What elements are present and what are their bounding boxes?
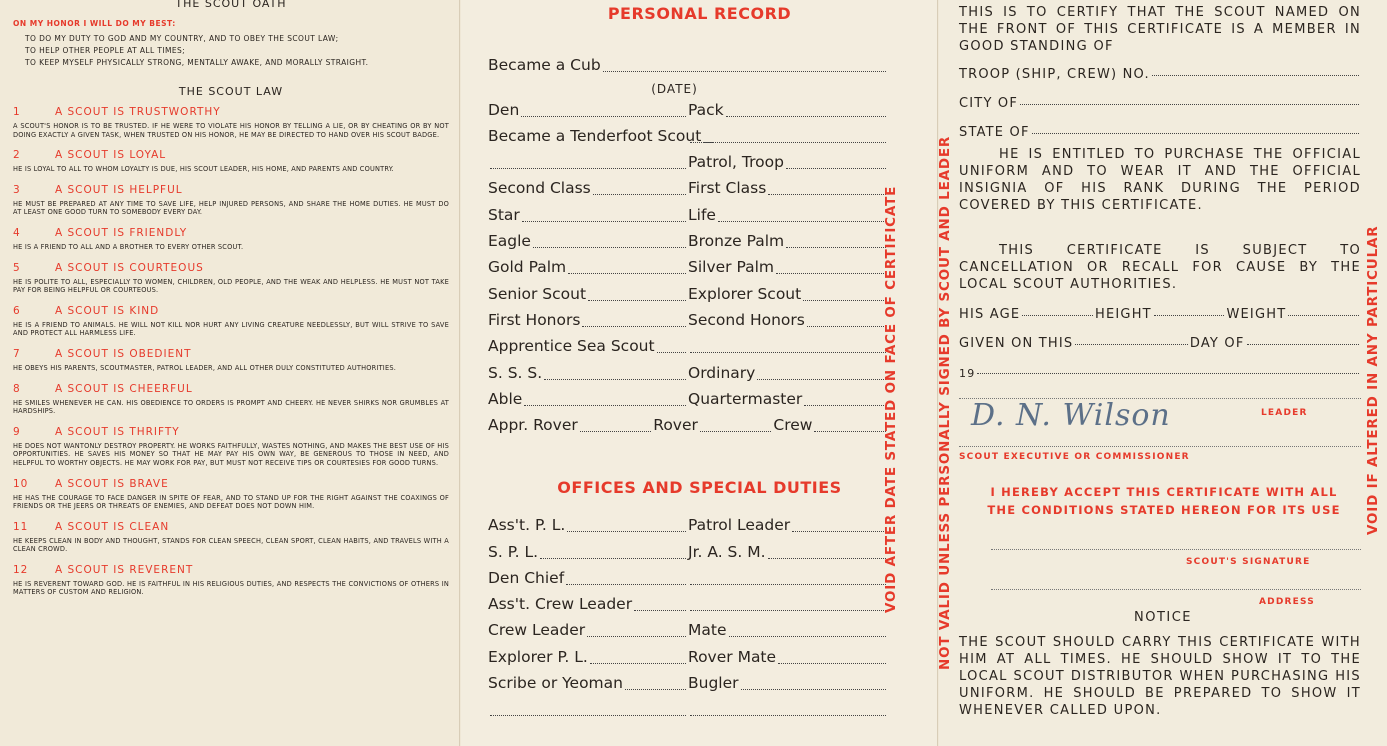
law-text: HE IS A FRIEND TO ANIMALS. HE WILL NOT KILL NOR HURT ANY LIVING CREATURE NEEDLESSLY, BUT WILL STRIVE TO SAVE AND PROTECT ALL HARMLESS LIFE. <box>13 320 449 338</box>
oath-line: TO DO MY DUTY TO GOD AND MY COUNTRY, AND TO OBEY THE SCOUT LAW; <box>25 34 339 43</box>
oath-lines <box>13 33 449 69</box>
record-fill-line[interactable] <box>814 431 886 432</box>
law-heading <box>13 474 449 494</box>
record-fill-line[interactable] <box>544 379 686 380</box>
accept-text: I HEREBY ACCEPT THIS CERTIFICATE WITH ALL THE CONDITIONS STATED HEREON FOR ITS USE <box>987 485 1341 517</box>
record-cell <box>688 644 888 670</box>
record-fill-line[interactable] <box>593 194 686 195</box>
record-cell <box>488 281 688 307</box>
record-label: Senior Scout <box>488 284 587 303</box>
record-fill-line[interactable] <box>580 431 652 432</box>
law-text: HE KEEPS CLEAN IN BODY AND THOUGHT, STANDS FOR CLEAN SPEECH, CLEAN SPORT, CLEAN HABITS, AND TRAVELS WITH A CLEAN CROWD. <box>13 536 449 554</box>
law-text: HE IS LOYAL TO ALL TO WHOM LOYALTY IS DUE, HIS SCOUT LEADER, HIS HOME, AND PARENTS AND COUNTRY. <box>13 165 394 174</box>
law-number: 1 <box>13 106 21 118</box>
record-row <box>488 643 888 669</box>
record-fill-line[interactable] <box>757 379 886 380</box>
law-text: HE OBEYS HIS PARENTS, SCOUTMASTER, PATROL LEADER, AND ALL OTHER DULY CONSTITUTED AUTHORITIES. <box>13 363 396 372</box>
law-heading <box>13 180 449 200</box>
record-row <box>488 254 888 280</box>
law-heading-text: A SCOUT IS COURTEOUS <box>55 261 204 274</box>
day-of-line[interactable] <box>1247 344 1359 345</box>
law-number: 5 <box>13 261 21 274</box>
record-row <box>488 280 888 306</box>
record-fill-line[interactable] <box>690 142 886 143</box>
law-text: HE IS POLITE TO ALL, ESPECIALLY TO WOMEN, CHILDREN, OLD PEOPLE, AND THE WEAK AND HELPLESS. HE MUST NOT TAKE PAY FOR BEING HELPFUL OR COURTEOUS. <box>13 277 449 295</box>
law-item <box>13 422 449 468</box>
record-cell <box>488 539 688 565</box>
void-date-strip <box>881 110 921 620</box>
record-cell <box>688 670 888 696</box>
record-fill-line[interactable] <box>786 247 886 248</box>
record-row <box>488 538 888 564</box>
age-height-weight-field <box>959 302 1361 322</box>
record-label: Star <box>488 205 520 224</box>
record-label: Scribe or Yeoman <box>488 674 623 693</box>
record-fill-line[interactable] <box>690 715 886 716</box>
weight-label: WEIGHT <box>1226 307 1287 322</box>
record-fill-line[interactable] <box>690 352 886 353</box>
law-list <box>13 102 449 597</box>
record-label: Crew <box>773 416 813 435</box>
personal-record-panel <box>461 0 938 746</box>
record-label: Gold Palm <box>488 258 567 277</box>
city-field <box>959 91 1361 111</box>
record-label: Second Honors <box>688 310 805 329</box>
law-text: HE SMILES WHENEVER HE CAN. HIS OBEDIENCE TO ORDERS IS PROMPT AND CHEERY. HE NEVER SHIRKS NOR GRUMBLES AT HARDSHIPS. <box>13 398 449 416</box>
day-of-label: DAY OF <box>1189 336 1245 351</box>
record-fill-line[interactable] <box>768 194 886 195</box>
law-heading <box>13 379 449 399</box>
record-label: Ass't. Crew Leader <box>488 595 633 614</box>
record-cell <box>488 228 688 254</box>
record-fill-line[interactable] <box>524 405 686 406</box>
record-label: Bugler <box>688 674 739 693</box>
law-heading <box>13 223 449 243</box>
record-row <box>488 412 888 438</box>
record-label: S. P. L. <box>488 542 539 561</box>
record-fill-line[interactable] <box>490 168 686 169</box>
record-fill-line[interactable] <box>718 221 886 222</box>
record-cell <box>688 584 888 591</box>
year-line[interactable] <box>977 373 1359 374</box>
record-fill-line[interactable] <box>786 168 886 169</box>
leader-label: LEADER <box>1261 408 1308 418</box>
record-fill-line[interactable] <box>700 431 772 432</box>
record-fill-line[interactable] <box>729 636 887 637</box>
record-cell <box>488 360 688 386</box>
record-cell <box>488 307 688 333</box>
record-label: Silver Palm <box>688 258 775 277</box>
record-fill-line[interactable] <box>588 300 686 301</box>
notice-title: NOTICE <box>1133 610 1193 625</box>
law-heading <box>13 344 449 364</box>
law-text: HE MUST BE PREPARED AT ANY TIME TO SAVE LIFE, HELP INJURED PERSONS, AND SHARE THE HOME DUTIES. HE MUST DO AT LEAST ONE GOOD TURN TO SOMEBODY EVERY DAY. <box>13 199 449 217</box>
law-number: 11 <box>13 520 29 533</box>
record-cell <box>688 360 888 386</box>
law-heading-text: A SCOUT IS KIND <box>55 304 160 317</box>
record-fill-line[interactable] <box>603 71 886 72</box>
record-label: First Honors <box>488 310 581 329</box>
law-number: 9 <box>13 425 21 438</box>
record-cell <box>488 123 702 149</box>
law-heading-text: A SCOUT IS CLEAN <box>55 520 170 533</box>
law-text: HE DOES NOT WANTONLY DESTROY PROPERTY. HE WORKS FAITHFULLY, WASTES NOTHING, AND MAKES THE BEST USE OF HIS OPPORTUNITIES. HE SAVES HIS MONEY SO THAT HE MAY PAY HIS OWN WAY, BE GENEROUS TO THOSE IN NEED, AND HELPFUL TO WORTHY OBJECTS. HE MAY WORK FOR PAY, BUT MUST NOT RECEIVE TIPS OR COURTESIES FOR GOOD TURNS. <box>13 441 449 467</box>
law-item <box>13 223 449 252</box>
law-item <box>13 474 449 511</box>
record-cell <box>488 97 688 123</box>
record-row <box>488 512 888 538</box>
oath-line: TO HELP OTHER PEOPLE AT ALL TIMES; <box>25 46 186 55</box>
record-label: Explorer Scout <box>688 284 802 303</box>
record-fill-line[interactable] <box>582 326 686 327</box>
void-altered-text: VOID IF ALTERED IN ANY PARTICULAR <box>1365 225 1381 535</box>
record-cell <box>488 617 688 643</box>
law-number: 10 <box>13 477 29 490</box>
record-cell <box>688 202 888 228</box>
void-date-text: VOID AFTER DATE STATED ON FACE OF CERTIFICATE <box>883 185 899 613</box>
record-cell <box>688 617 888 643</box>
personal-record-title: PERSONAL RECORD <box>607 4 792 23</box>
record-fill-line[interactable] <box>803 300 886 301</box>
record-label: First Class <box>688 179 767 198</box>
year-field <box>959 360 1361 380</box>
law-heading-text: A SCOUT IS THRIFTY <box>55 425 180 438</box>
record-row <box>488 359 888 385</box>
law-number: 6 <box>13 304 21 317</box>
record-fill-line[interactable] <box>634 610 686 611</box>
record-row <box>488 591 888 617</box>
record-label: Pack <box>688 100 724 119</box>
record-fill-line[interactable] <box>804 405 886 406</box>
record-cell <box>688 228 888 254</box>
oath-title: THE SCOUT OATH <box>175 0 287 10</box>
void-signed-text: NOT VALID UNLESS PERSONALLY SIGNED BY SCOUT AND LEADER <box>937 135 953 670</box>
troop-line[interactable] <box>1152 75 1359 76</box>
record-label: Able <box>488 389 523 408</box>
notice-text: THE SCOUT SHOULD CARRY THIS CERTIFICATE WITH HIM AT ALL TIMES. HE SHOULD SHOW IT TO THE LOCAL SCOUT DISTRIBUTOR WHEN PURCHASING HIS UNIFORM. HE SHOULD BE PREPARED TO SHOW IT WHENEVER CALLED UPON. <box>959 635 1361 718</box>
record-row <box>488 52 888 78</box>
record-label: Became a Cub <box>488 56 601 75</box>
age-label: HIS AGE <box>959 307 1021 322</box>
law-heading <box>13 102 449 122</box>
record-cell <box>488 644 688 670</box>
city-line[interactable] <box>1020 104 1359 105</box>
state-field <box>959 120 1361 140</box>
record-fill-line[interactable] <box>741 689 886 690</box>
certify-text: THIS IS TO CERTIFY THAT THE SCOUT NAMED ON THE FRONT OF THIS CERTIFICATE IS A MEMBER IN GOOD STANDING OF <box>959 5 1361 54</box>
executive-label: SCOUT EXECUTIVE OR COMMISSIONER <box>959 452 1190 462</box>
given-field <box>959 331 1361 351</box>
record-row <box>488 307 888 333</box>
law-heading <box>13 258 449 278</box>
date-label: (DATE) <box>651 82 698 97</box>
record-label: Ass't. P. L. <box>488 516 566 535</box>
law-heading-text: A SCOUT IS HELPFUL <box>55 183 183 196</box>
record-cell <box>688 386 888 412</box>
law-item <box>13 102 449 139</box>
record-label: Apprentice Sea Scout <box>488 337 655 356</box>
law-number: 3 <box>13 183 21 196</box>
record-label: Patrol Leader <box>688 516 791 535</box>
law-item <box>13 560 449 597</box>
given-line[interactable] <box>1075 344 1187 345</box>
record-cell <box>688 281 888 307</box>
law-number: 8 <box>13 382 21 395</box>
record-label: S. S. S. <box>488 363 543 382</box>
record-fill-line[interactable] <box>726 116 886 117</box>
record-fill-line[interactable] <box>590 663 686 664</box>
record-row <box>488 228 888 254</box>
law-title: THE SCOUT LAW <box>178 85 284 98</box>
record-fill-line[interactable] <box>540 558 686 559</box>
record-label: Ordinary <box>688 363 756 382</box>
law-text: HE IS REVERENT TOWARD GOD. HE IS FAITHFUL IN HIS RELIGIOUS DUTIES, AND RESPECTS THE CONVICTIONS OF OTHERS IN MATTERS OF CUSTOM AND RELIGION. <box>13 579 449 597</box>
scout-signature-line[interactable] <box>991 549 1361 550</box>
record-row <box>488 386 888 412</box>
record-cell <box>688 512 888 538</box>
record-row <box>488 565 888 591</box>
record-label: Appr. Rover <box>488 416 578 435</box>
law-text: A SCOUT'S HONOR IS TO BE TRUSTED. IF HE WERE TO VIOLATE HIS HONOR BY TELLING A LIE, OR BY CHEATING OR BY NOT DOING EXACTLY A GIVEN TASK, WHEN TRUSTED ON HIS HONOR, HE MAY BE DIRECTED TO HAND OVER HIS SCOUT BADGE. <box>13 122 449 139</box>
law-number: 4 <box>13 226 21 239</box>
troop-label: TROOP (SHIP, CREW) NO. <box>959 67 1150 82</box>
record-label: Bronze Palm <box>688 232 785 251</box>
weight-line[interactable] <box>1288 315 1359 316</box>
record-label: Explorer P. L. <box>488 647 588 666</box>
record-label: Life <box>688 205 716 224</box>
record-cell <box>688 352 888 359</box>
record-row <box>488 96 888 122</box>
record-row <box>488 201 888 227</box>
certificate-panel <box>939 0 1387 746</box>
record-cell <box>688 610 888 617</box>
record-fill-line[interactable] <box>807 326 886 327</box>
record-row <box>488 333 888 359</box>
subject-text: THIS CERTIFICATE IS SUBJECT TO CANCELLATION OR RECALL FOR CAUSE BY THE LOCAL SCOUT AUTHORITIES. <box>959 243 1361 292</box>
record-fill-line[interactable] <box>522 221 686 222</box>
record-cell <box>688 539 888 565</box>
year-label: 19 <box>959 367 976 380</box>
law-heading-text: A SCOUT IS LOYAL <box>55 149 167 162</box>
record-list <box>488 52 888 438</box>
record-label: Eagle <box>488 232 531 251</box>
record-row <box>488 149 888 175</box>
record-cell <box>488 565 688 591</box>
law-item <box>13 180 449 217</box>
record-label: Den <box>488 100 520 119</box>
address-line[interactable] <box>991 589 1361 590</box>
height-line[interactable] <box>1154 315 1225 316</box>
oath-honor: ON MY HONOR I WILL DO MY BEST: <box>13 19 176 28</box>
state-line[interactable] <box>1032 133 1359 134</box>
leader-signature: D. N. Wilson <box>971 398 1171 433</box>
record-fill-line[interactable] <box>625 689 686 690</box>
record-fill-line[interactable] <box>567 531 686 532</box>
record-cell <box>488 202 688 228</box>
record-cell <box>488 512 688 538</box>
law-item <box>13 145 449 174</box>
record-label: Quartermaster <box>688 389 803 408</box>
record-cell <box>688 97 888 123</box>
age-line[interactable] <box>1022 315 1093 316</box>
record-fill-line[interactable] <box>533 247 686 248</box>
record-cell <box>688 175 888 201</box>
scout-signature-label: SCOUT'S SIGNATURE <box>1186 557 1311 567</box>
record-cell <box>488 670 688 696</box>
given-label: GIVEN ON THIS <box>959 336 1074 351</box>
record-cell <box>488 333 688 359</box>
record-fill-line[interactable] <box>776 273 886 274</box>
law-text: HE HAS THE COURAGE TO FACE DANGER IN SPITE OF FEAR, AND TO STAND UP FOR THE RIGHT AGAINST THE COAXINGS OF FRIENDS OR THE JEERS OR THREATS OF ENEMIES, AND DEFEAT DOES NOT DOWN HIM. <box>13 493 449 511</box>
record-fill-line[interactable] <box>768 558 886 559</box>
record-label: Jr. A. S. M. <box>688 542 766 561</box>
law-number: 7 <box>13 347 21 360</box>
record-fill-line[interactable] <box>690 610 886 611</box>
record-cell <box>488 175 688 201</box>
law-item <box>13 344 449 373</box>
entitled-text: HE IS ENTITLED TO PURCHASE THE OFFICIAL UNIFORM AND TO WEAR IT AND THE OFFICIAL INSIGNIA OF HIS RANK DURING THE PERIOD COVERED BY THIS CERTIFICATE. <box>959 147 1361 213</box>
oath-law-panel <box>0 0 460 746</box>
record-cell <box>688 254 888 280</box>
record-label: Mate <box>688 621 727 640</box>
record-fill-line[interactable] <box>566 584 686 585</box>
law-heading <box>13 560 449 580</box>
record-fill-line[interactable] <box>490 715 686 716</box>
record-cell <box>688 149 888 175</box>
record-cell <box>688 715 888 722</box>
record-fill-line[interactable] <box>587 636 686 637</box>
offices-list <box>488 512 888 722</box>
record-cell <box>488 254 688 280</box>
record-label: Den Chief <box>488 568 565 587</box>
law-heading <box>13 301 449 321</box>
record-cell <box>688 142 888 149</box>
law-heading-text: A SCOUT IS OBEDIENT <box>55 347 192 360</box>
record-cell <box>488 386 688 412</box>
record-rows <box>488 96 888 412</box>
record-cell <box>488 591 688 617</box>
oath-line: TO KEEP MYSELF PHYSICALLY STRONG, MENTALLY AWAKE, AND MORALLY STRAIGHT. <box>25 58 369 67</box>
height-label: HEIGHT <box>1095 307 1152 322</box>
law-item <box>13 301 449 338</box>
record-label: Second Class <box>488 179 591 198</box>
record-label: Patrol, Troop <box>688 153 784 172</box>
offices-title: OFFICES AND SPECIAL DUTIES <box>557 478 842 497</box>
law-heading-text: A SCOUT IS BRAVE <box>55 477 169 490</box>
address-label: ADDRESS <box>1259 597 1315 607</box>
record-row <box>488 175 888 201</box>
record-row <box>488 670 888 696</box>
law-heading-text: A SCOUT IS REVERENT <box>55 563 194 576</box>
record-label: Rover Mate <box>688 647 777 666</box>
law-heading <box>13 517 449 537</box>
law-item <box>13 258 449 295</box>
record-label: Crew Leader <box>488 621 586 640</box>
law-heading-text: A SCOUT IS FRIENDLY <box>55 226 188 239</box>
record-cell <box>488 168 688 175</box>
record-fill-line[interactable] <box>657 352 686 353</box>
law-heading <box>13 422 449 442</box>
troop-field <box>959 62 1361 82</box>
record-row <box>488 696 888 722</box>
executive-line[interactable] <box>959 446 1361 447</box>
law-heading <box>13 145 449 165</box>
record-fill-line[interactable] <box>690 584 886 585</box>
record-fill-line[interactable] <box>568 273 686 274</box>
record-cell <box>688 307 888 333</box>
record-fill-line[interactable] <box>521 116 686 117</box>
record-cell <box>488 715 688 722</box>
record-label: Became a Tenderfoot Scout <box>488 126 702 145</box>
law-number: 12 <box>13 563 29 576</box>
record-fill-line[interactable] <box>778 663 886 664</box>
record-row <box>488 123 888 149</box>
law-item <box>13 517 449 554</box>
law-heading-text: A SCOUT IS CHEERFUL <box>55 382 193 395</box>
record-label: Rover <box>653 416 698 435</box>
law-item <box>13 379 449 416</box>
state-label: STATE OF <box>959 125 1030 140</box>
record-fill-line[interactable] <box>792 531 886 532</box>
law-heading-text: A SCOUT IS TRUSTWORTHY <box>55 106 221 118</box>
void-signed-strip <box>939 20 961 670</box>
law-text: HE IS A FRIEND TO ALL AND A BROTHER TO EVERY OTHER SCOUT. <box>13 242 244 251</box>
law-number: 2 <box>13 149 21 162</box>
record-row <box>488 617 888 643</box>
city-label: CITY OF <box>959 96 1019 111</box>
